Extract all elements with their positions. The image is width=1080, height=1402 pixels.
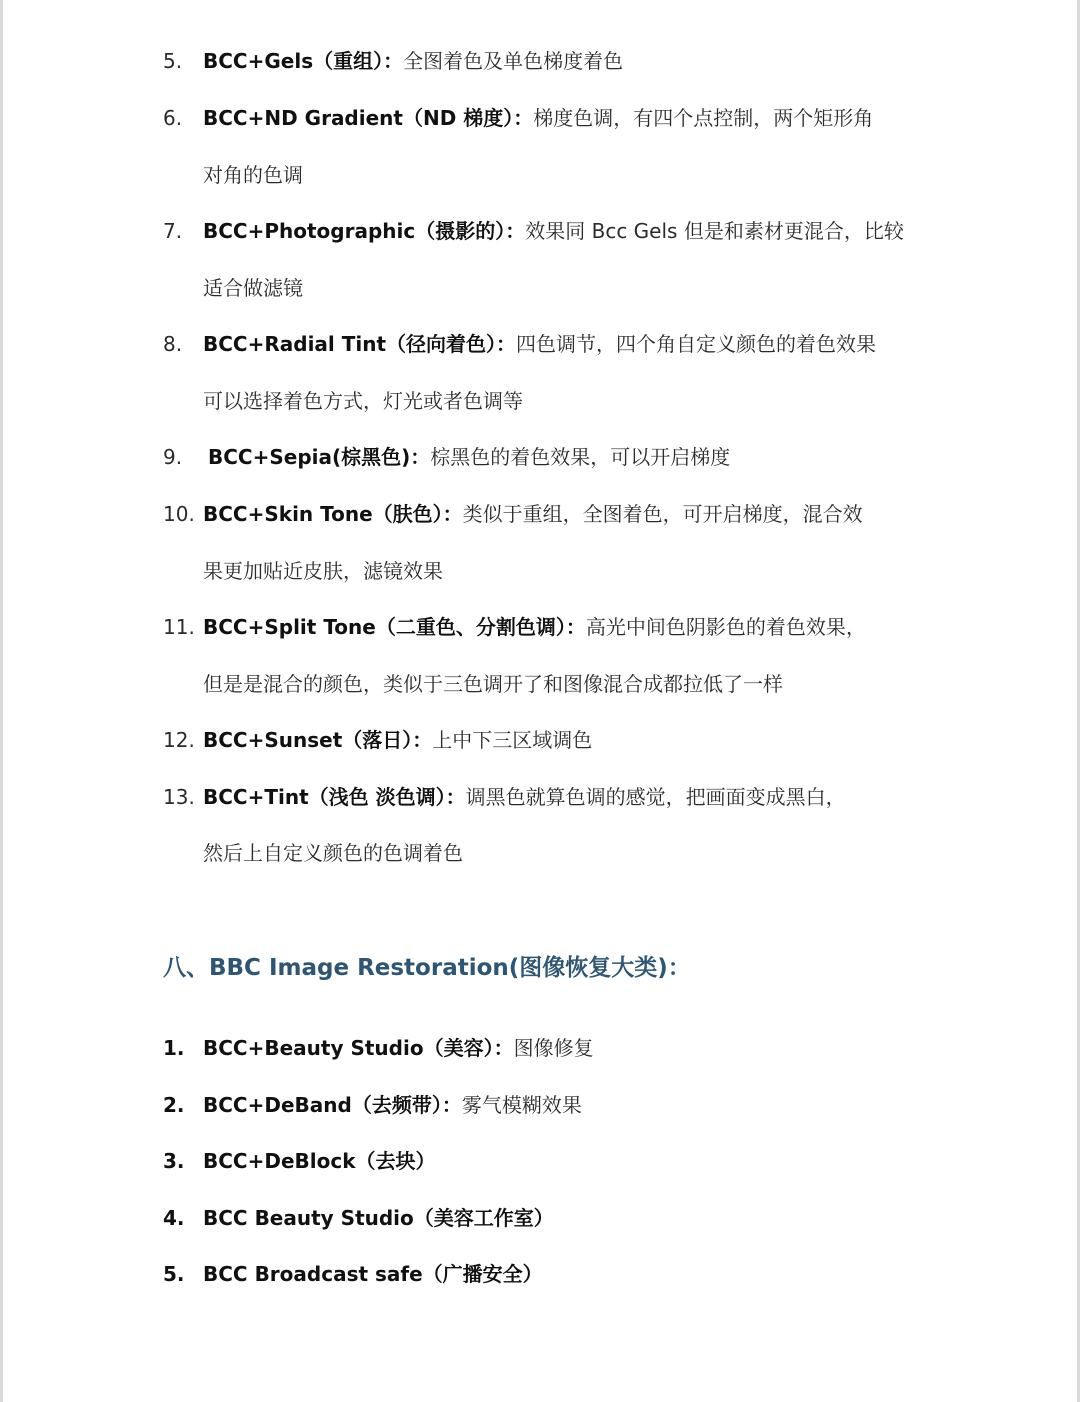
list-text [203,777,846,817]
list-number: 1. [163,1036,185,1060]
list-text [203,98,873,138]
list-item-skin-tone [0,494,1080,534]
list-item-beauty-studio [0,1028,1080,1068]
effect-name: BCC+Tint（浅色 淡色调）： [203,785,466,809]
effect-description: 调黑色就算色调的感觉，把画面变成黑白， [465,785,846,809]
list-item-radial-tint [0,324,1080,364]
list-item-gels [0,41,1080,81]
list-item-continuation [0,381,1080,421]
effect-name: BCC+Gels（重组）： [203,49,404,73]
effect-description-continued: 适合做滤镜 [203,276,303,300]
effect-name: BCC+Photographic（摄影的）： [203,219,526,243]
list-text [208,437,730,477]
effect-description: 效果同 Bcc Gels 但是和素材更混合，比较 [525,219,904,243]
effect-name: BCC+Skin Tone（肤色）： [203,502,463,526]
list-number: 13. [163,785,195,809]
list-number: 3. [163,1149,185,1173]
list-item-continuation [0,155,1080,195]
list-number: 10. [163,502,195,526]
list-item-tint [0,777,1080,817]
list-text [203,1028,594,1068]
list-text [203,1198,554,1238]
list-number: 5. [163,1262,185,1286]
effect-description-continued: 然后上自定义颜色的色调着色 [203,841,463,865]
list-text [203,324,876,364]
list-item-split-tone [0,607,1080,647]
list-item-sunset [0,720,1080,760]
effect-name: BCC+Sepia(棕黑色)： [208,445,431,469]
effect-description: 雾气模糊效果 [461,1093,582,1117]
effect-description: 四色调节，四个角自定义颜色的着色效果 [516,332,877,356]
effect-description-continued: 对角的色调 [203,163,303,187]
effect-description-continued: 果更加贴近皮肤，滤镜效果 [203,559,443,583]
effect-name: BCC+Sunset（落日）： [203,728,433,752]
list-text [203,41,623,81]
list-number: 6. [163,106,183,130]
list-text [203,720,592,760]
effect-description-continued: 但是是混合的颜色，类似于三色调开了和图像混合成都拉低了一样 [203,672,783,696]
effect-name: BCC+Split Tone（二重色、分割色调）： [203,615,586,639]
effect-description: 类似于重组，全图着色，可开启梯度，混合效 [462,502,863,526]
list-number: 7. [163,219,183,243]
effect-name: BCC+Beauty Studio（美容）： [203,1036,514,1060]
list-item-continuation [0,268,1080,308]
list-item-continuation [0,664,1080,704]
list-number: 8. [163,332,183,356]
list-text [203,607,866,647]
list-item-continuation [0,833,1080,873]
list-item-beauty-studio-room [0,1198,1080,1238]
list-text [203,494,863,534]
effect-description-continued: 可以选择着色方式，灯光或者色调等 [203,389,523,413]
effect-name: BCC Broadcast safe（广播安全） [203,1262,543,1286]
list-text [203,1254,543,1294]
list-number: 2. [163,1093,185,1117]
list-item-deblock [0,1141,1080,1181]
effect-name: BCC+ND Gradient（ND 梯度）： [203,106,534,130]
list-text [203,211,904,251]
effect-name: BCC+DeBlock（去块） [203,1149,436,1173]
list-item-broadcast-safe [0,1254,1080,1294]
list-number: 9. [163,445,183,469]
effect-description: 上中下三区域调色 [432,728,593,752]
effect-description: 梯度色调，有四个点控制，两个矩形角 [533,106,874,130]
list-item-photographic [0,211,1080,251]
section-heading: 八、BBC Image Restoration(图像恢复大类)： [163,955,691,981]
list-number: 11. [163,615,195,639]
list-number: 4. [163,1206,185,1230]
effect-name: BCC+Radial Tint（径向着色）： [203,332,517,356]
effect-description: 全图着色及单色梯度着色 [403,49,624,73]
effect-description: 棕黑色的着色效果，可以开启梯度 [430,445,731,469]
list-item-deband [0,1085,1080,1125]
list-item-continuation [0,551,1080,591]
list-text [203,1085,582,1125]
effect-description: 高光中间色阴影色的着色效果， [585,615,866,639]
list-number: 5. [163,49,183,73]
effect-description: 图像修复 [513,1036,594,1060]
effect-name: BCC+DeBand（去频带）： [203,1093,462,1117]
list-item-sepia [0,437,1080,477]
list-item-nd-gradient [0,98,1080,138]
list-text [203,1141,436,1181]
list-number: 12. [163,728,195,752]
effect-name: BCC Beauty Studio（美容工作室） [203,1206,554,1230]
